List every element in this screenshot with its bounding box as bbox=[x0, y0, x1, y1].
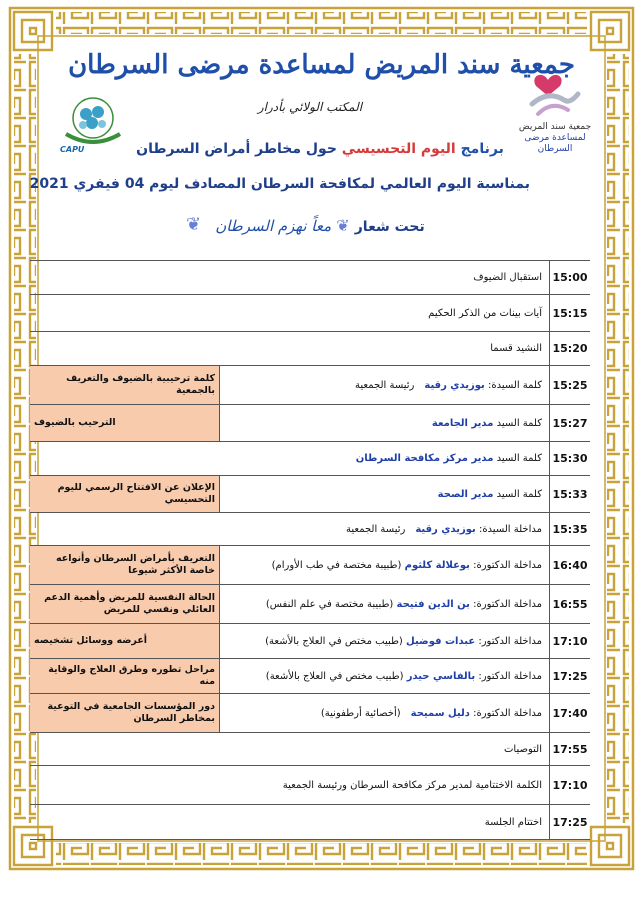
program-event: اليوم التحسيسي bbox=[341, 141, 456, 157]
row-time: 17:25 bbox=[552, 815, 588, 829]
row-description bbox=[265, 624, 542, 658]
row-topic: أعرضه ووسائل تشخيصه bbox=[30, 624, 220, 658]
table-row bbox=[30, 441, 590, 475]
speaker-role: (طبيبة مختصة في طب الأورام) bbox=[271, 559, 402, 571]
speaker-role: (طبيب مختص في العلاج بالأشعة) bbox=[265, 670, 404, 682]
logo-right-line2: لمساعدة مرضى السرطان bbox=[524, 133, 586, 154]
speaker-name: دليل سميحة bbox=[410, 707, 470, 719]
occasion-line: بمناسبة اليوم العالمي لمكافحة السرطان المصادف ليوم 04 فيفري 2021 bbox=[29, 176, 530, 192]
row-description bbox=[438, 476, 542, 512]
row-prefix: مداخلة الدكتور: bbox=[478, 635, 542, 647]
slogan-label: تحت شعار bbox=[354, 219, 425, 235]
speaker-name: بوزيدي رقية bbox=[415, 523, 476, 535]
row-time: 17:25 bbox=[552, 669, 588, 683]
speaker-name: بالفاسي حيدر bbox=[406, 670, 476, 682]
row-topic: الإعلان عن الافتتاح الرسمي لليوم التحسيسي bbox=[30, 476, 220, 512]
program-word: برنامج bbox=[460, 141, 504, 157]
speaker-name: بوزيدي رقية bbox=[424, 379, 485, 391]
row-topic: الترحيب بالضيوف bbox=[30, 405, 220, 441]
row-prefix: كلمة السيد bbox=[496, 488, 542, 500]
row-time: 15:25 bbox=[552, 378, 588, 392]
row-time: 16:40 bbox=[552, 558, 588, 572]
row-time: 17:10 bbox=[552, 778, 588, 792]
row-topic: مراحل تطوره وطرق العلاج والوقاية منه bbox=[30, 659, 220, 693]
row-description: التوصيات bbox=[504, 743, 542, 755]
table-row bbox=[30, 765, 590, 804]
table-row bbox=[30, 693, 590, 732]
speaker-role: رئيسة الجمعية bbox=[345, 523, 406, 535]
row-description bbox=[355, 366, 542, 404]
row-time: 15:15 bbox=[552, 306, 588, 320]
row-topic: التعريف بأمراض السرطان وأنواعه خاصة الأكثر شيوعا bbox=[30, 546, 220, 584]
row-description: الكلمة الاختتامية لمدير مركز مكافحة السرطان ورئيسة الجمعية bbox=[282, 779, 542, 791]
table-row bbox=[30, 545, 590, 584]
table-row bbox=[30, 475, 590, 512]
office-subtitle: المكتب الولائي بأدرار bbox=[257, 100, 363, 114]
row-description bbox=[266, 585, 542, 623]
speaker-name: مدير الصحة bbox=[437, 488, 494, 500]
row-time: 15:20 bbox=[552, 342, 588, 355]
row-topic: كلمة ترحيبية بالضيوف والتعريف بالجمعية bbox=[30, 366, 220, 404]
row-description: اختتام الجلسة bbox=[484, 816, 542, 828]
row-prefix: كلمة السيد bbox=[496, 453, 542, 464]
program-title bbox=[130, 141, 510, 157]
table-row bbox=[30, 512, 590, 545]
agenda-table bbox=[30, 260, 590, 840]
table-row bbox=[30, 623, 590, 658]
row-description bbox=[432, 405, 542, 441]
row-prefix: مداخلة الدكتورة: bbox=[473, 598, 542, 610]
row-topic: الحالة النفسية للمريض وأهمية الدعم العائلي ونفسي للمريض bbox=[30, 585, 220, 623]
table-row bbox=[30, 658, 590, 693]
row-description bbox=[346, 513, 542, 545]
table-row bbox=[30, 404, 590, 441]
ornament-icon: ❦ bbox=[186, 214, 202, 235]
speaker-role: (طبيب مختص في العلاج بالأشعة) bbox=[265, 635, 403, 647]
logo-right-line1: جمعية سند المريض bbox=[518, 122, 592, 132]
speaker-role: (أخصائية أرطفونية) bbox=[320, 707, 401, 719]
speaker-name: بوعلالة كلثوم bbox=[404, 559, 470, 571]
row-prefix: مداخلة الدكتور: bbox=[478, 670, 542, 682]
row-time: 16:55 bbox=[552, 597, 588, 611]
capu-logo bbox=[56, 96, 130, 158]
speaker-name: مدير الجامعة bbox=[431, 417, 494, 429]
row-description bbox=[321, 694, 542, 732]
table-row bbox=[30, 732, 590, 765]
logo-left-text: CAPU bbox=[60, 145, 85, 154]
row-prefix: كلمة السيد bbox=[496, 417, 542, 429]
row-description: استقبال الضيوف bbox=[473, 272, 542, 283]
row-time: 15:00 bbox=[552, 271, 588, 284]
row-description: النشيد قسما bbox=[490, 343, 542, 354]
speaker-name: مدير مركز مكافحة السرطان bbox=[355, 453, 494, 464]
program-topic: حول مخاطر أمراض السرطان bbox=[136, 141, 337, 157]
row-time: 15:33 bbox=[552, 487, 588, 501]
row-description bbox=[266, 659, 542, 693]
speaker-role: (طبيبة مختصة في علم النفس) bbox=[265, 598, 394, 610]
row-time: 17:55 bbox=[552, 742, 588, 756]
row-prefix: مداخلة السيدة: bbox=[478, 523, 542, 535]
speaker-role: رئيسة الجمعية bbox=[355, 379, 415, 391]
row-time: 15:30 bbox=[552, 452, 588, 465]
slogan-line bbox=[180, 216, 460, 235]
row-prefix: كلمة السيدة: bbox=[487, 379, 542, 391]
table-row bbox=[30, 584, 590, 623]
clover-hands-icon bbox=[56, 96, 130, 148]
table-row bbox=[30, 294, 590, 331]
row-prefix: مداخلة الدكتورة: bbox=[473, 559, 542, 571]
table-row bbox=[30, 260, 590, 294]
table-row bbox=[30, 804, 590, 840]
row-description bbox=[356, 442, 542, 475]
ornament-icon: ❦ bbox=[336, 216, 350, 235]
table-row bbox=[30, 365, 590, 404]
row-description bbox=[272, 546, 542, 584]
row-time: 15:35 bbox=[552, 522, 588, 536]
table-row bbox=[30, 331, 590, 365]
association-title: جمعية سند المريض لمساعدة مرضى السرطان bbox=[68, 50, 575, 80]
association-logo bbox=[518, 70, 592, 154]
row-description: آيات بينات من الذكر الحكيم bbox=[428, 307, 542, 319]
row-time: 17:10 bbox=[552, 634, 588, 648]
row-time: 17:40 bbox=[552, 706, 588, 720]
row-time: 15:27 bbox=[552, 416, 588, 430]
row-topic: دور المؤسسات الجامعية في التوعية بمخاطر السرطان bbox=[30, 694, 220, 732]
speaker-name: بن الدين فتيحة bbox=[396, 598, 470, 610]
row-prefix: مداخلة الدكتورة: bbox=[473, 707, 542, 719]
speaker-name: عبدات فوضيل bbox=[406, 635, 476, 647]
slogan-text: معاً نهزم السرطان bbox=[215, 217, 332, 235]
